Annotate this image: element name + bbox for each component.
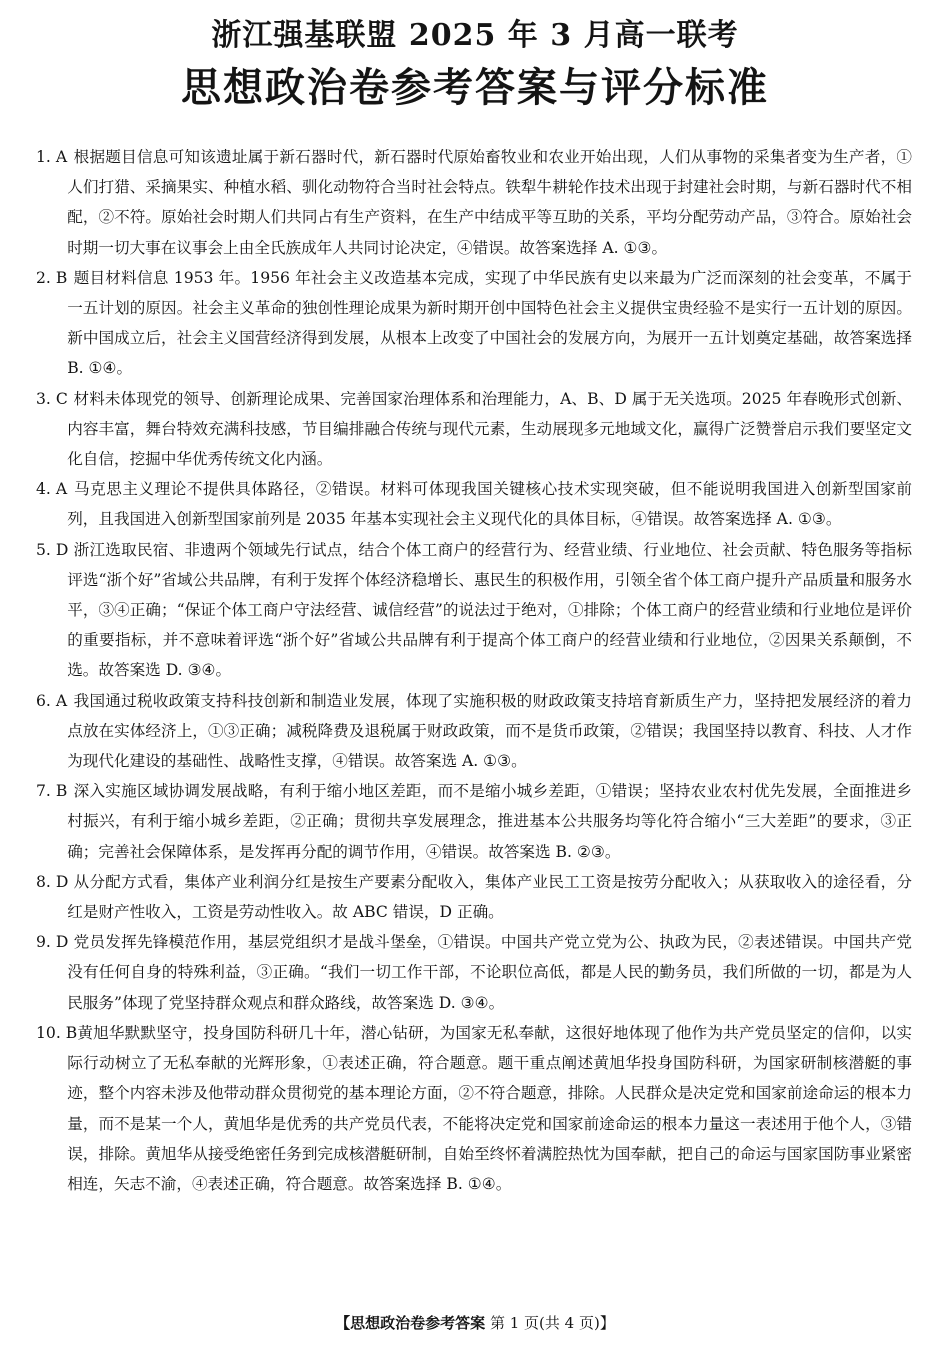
answer-item	[36, 263, 912, 384]
answer-item	[36, 1018, 912, 1199]
answer-item	[36, 686, 912, 777]
answer-item	[36, 384, 912, 475]
answer-explanation: 从分配方式看，集体产业利润分红是按生产要素分配收入，集体产业民工工资是按劳分配收入；从获取收入的途径看，分红是财产性收入，工资是劳动性收入。故 ABC 错误，D 正确。	[67, 872, 912, 922]
answer-explanation: 题目材料信息 1953 年。1956 年社会主义改造基本完成，实现了中华民族有史以来最为广泛而深刻的社会变革，不属于一五计划的原因。社会主义革命的独创性理论成果为新时期开创中国特色社会主义提供宝贵经验不是实行一五计划的原因。新中国成立后，社会主义国营经济得到发展，从根本上改变了中国社会的发展方向，为展开一五计划奠定基础，故答案选择 B. ①④。	[67, 268, 912, 378]
answer-list	[36, 142, 912, 1199]
document-title: 思想政治卷参考答案与评分标准	[181, 64, 769, 111]
footer-page-number: 第 1 页(共 4 页)】	[489, 1314, 615, 1332]
answer-number: 10. B	[36, 1023, 78, 1042]
answer-number: 9. D	[36, 933, 69, 952]
answer-number: 7. B	[36, 782, 68, 801]
answer-explanation: 材料未体现党的领导、创新理论成果、完善国家治理体系和治理能力，A、B、D 属于无关选项。2025 年春晚形式创新、内容丰富，舞台特效充满科技感，节目编排融合传统与现代元素，生动展现多元地域文化，赢得广泛赞誉启示我们要坚定文化自信，挖掘中华优秀传统文化内涵。	[67, 389, 912, 469]
answer-number: 1. A	[36, 148, 68, 166]
answer-explanation: 浙江选取民宿、非遗两个领域先行试点，结合个体工商户的经营行为、经营业绩、行业地位、社会贡献、特色服务等指标评选“浙个好”省域公共品牌，有利于发挥个体经济稳增长、惠民生的积极作用，引领全省个体工商户提升产品质量和服务水平，③④正确；“保证个体工商户守法经营、诚信经营”的说法过于绝对，①排除；个体工商户的经营业绩和行业地位是评价的重要指标，并不意味着评选“浙个好”省域公共品牌有利于提高个体工商户的经营业绩和行业地位，②因果关系颠倒，不选。故答案选 D. ③④。	[67, 540, 912, 680]
answer-number: 3. C	[36, 389, 68, 408]
footer-document-tag: 【思想政治卷参考答案	[335, 1314, 486, 1332]
answer-explanation: 黄旭华默默坚守，投身国防科研几十年，潜心钻研，为国家无私奉献，这很好地体现了他作为共产党员坚定的信仰，以实际行动树立了无私奉献的光辉形象，①表述正确，符合题意。题干重点阐述黄旭华投身国防科研，为国家研制核潜艇的事迹，整个内容未涉及他带动群众贯彻党的基本理论方面，②不符合题意，排除。人民群众是决定党和国家前途命运的根本力量，而不是某一个人，黄旭华是优秀的共产党员代表，不能将决定党和国家前途命运的根本力量这一表述用于他个人，③错误，排除。黄旭华从接受绝密任务到完成核潜艇研制，自始至终怀着满腔热忱为国奉献，把自己的命运与国家国防事业紧密相连，矢志不渝，④表述正确，符合题意。故答案选择 B. ①④。	[67, 1023, 912, 1193]
answer-item	[36, 867, 912, 927]
answer-item	[36, 474, 912, 534]
answer-number: 8. D	[36, 872, 69, 891]
answer-item	[36, 142, 912, 263]
answer-number: 4. A	[36, 480, 68, 499]
answer-item	[36, 535, 912, 686]
answer-explanation: 根据题目信息可知该遗址属于新石器时代，新石器时代原始畜牧业和农业开始出现，人们从事物的采集者变为生产者，①人们打猎、采摘果实、种植水稻、驯化动物符合当时社会特点。铁犁牛耕轮作技术出现于封建社会时期，与新石器时代不相配，②不符。原始社会时期人们共同占有生产资料，在生产中结成平等互助的关系，平均分配劳动产品，③符合。原始社会时期一切大事在议事会上由全氏族成年人共同讨论决定，④错误。故答案选择 A. ①③。	[67, 148, 912, 257]
answer-explanation: 党员发挥先锋模范作用，基层党组织才是战斗堡垒，①错误。中国共产党立党为公、执政为民，②表述错误。中国共产党没有任何自身的特殊利益，③正确。“我们一切工作干部，不论职位高低，都是人民的勤务员，我们所做的一切，都是为人民服务”体现了党坚持群众观点和群众路线，故答案选 D. ③④。	[67, 933, 912, 1012]
answer-number: 5. D	[36, 540, 69, 559]
answer-explanation: 我国通过税收政策支持科技创新和制造业发展，体现了实施积极的财政政策支持培育新质生产力，坚持把发展经济的着力点放在实体经济上，①③正确；减税降费及退税属于财政政策，而不是货币政策，②错误；我国坚持以教育、科技、人才作为现代化建设的基础性、战略性支撑，④错误。故答案选 A. ①③。	[67, 691, 912, 771]
answer-item	[36, 776, 912, 867]
answer-item	[36, 927, 912, 1018]
exam-title: 浙江强基联盟 2025 年 3 月高一联考	[211, 18, 739, 53]
answer-number: 6. A	[36, 691, 68, 710]
page-footer	[0, 1312, 950, 1334]
answer-explanation: 深入实施区域协调发展战略，有利于缩小地区差距，而不是缩小城乡差距，①错误；坚持农业农村优先发展，全面推进乡村振兴，有利于缩小城乡差距，②正确；贯彻共享发展理念，推进基本公共服务均等化符合缩小“三大差距”的要求，③正确；完善社会保障体系，是发挥再分配的调节作用，④错误。故答案选 B. ②③。	[67, 782, 912, 861]
answer-explanation: 马克思主义理论不提供具体路径，②错误。材料可体现我国关键核心技术实现突破，但不能说明我国进入创新型国家前列，且我国进入创新型国家前列是 2035 年基本实现社会主义现代化的具体目标，④错误。故答案选择 A. ①③。	[67, 480, 912, 529]
answer-number: 2. B	[36, 268, 68, 287]
